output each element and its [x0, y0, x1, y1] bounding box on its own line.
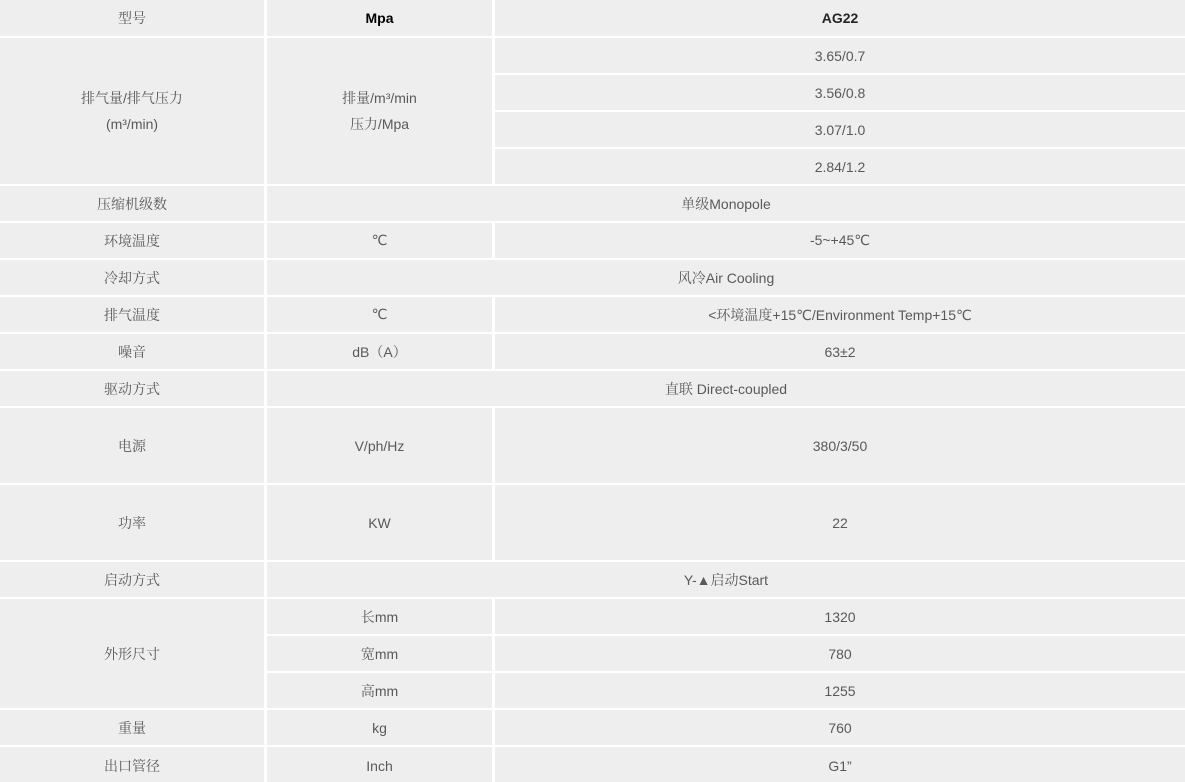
ambient-temp-value: -5~+45℃ [495, 223, 1185, 260]
discharge-label [0, 38, 267, 186]
discharge-row-1 [0, 38, 1185, 75]
power-supply-unit: V/ph/Hz [267, 408, 495, 485]
start-mode-value: Y-▲启动Start [267, 562, 1185, 599]
noise-row [0, 334, 1185, 371]
noise-unit: dB（A） [267, 334, 495, 371]
dimension-length-value: 1320 [495, 599, 1185, 636]
stages-label: 压缩机级数 [0, 186, 267, 223]
noise-value: 63±2 [495, 334, 1185, 371]
dimension-length-row [0, 599, 1185, 636]
cooling-value: 风冷Air Cooling [267, 260, 1185, 297]
header-row [0, 0, 1185, 38]
discharge-temp-row [0, 297, 1185, 334]
power-label: 功率 [0, 485, 267, 562]
start-mode-label: 启动方式 [0, 562, 267, 599]
power-supply-value: 380/3/50 [495, 408, 1185, 485]
cooling-row [0, 260, 1185, 297]
dimensions-label: 外形尺寸 [0, 599, 267, 710]
weight-unit: kg [267, 710, 495, 747]
discharge-unit [267, 38, 495, 186]
discharge-temp-label: 排气温度 [0, 297, 267, 334]
noise-label: 噪音 [0, 334, 267, 371]
header-model-value: AG22 [495, 0, 1185, 38]
weight-row [0, 710, 1185, 747]
outlet-row [0, 747, 1185, 782]
power-supply-row [0, 408, 1185, 485]
discharge-label-line2: (m³/min) [105, 116, 159, 132]
stages-value: 单级Monopole [267, 186, 1185, 223]
drive-row [0, 371, 1185, 408]
discharge-value-4: 2.84/1.2 [495, 149, 1185, 186]
drive-value: 直联 Direct-coupled [267, 371, 1185, 408]
outlet-unit: Inch [267, 747, 495, 782]
weight-value: 760 [495, 710, 1185, 747]
ambient-temp-unit: ℃ [267, 223, 495, 260]
discharge-label-line1: 排气量/排气压力 [81, 90, 183, 106]
outlet-value: G1” [495, 747, 1185, 782]
discharge-temp-unit: ℃ [267, 297, 495, 334]
cooling-label: 冷却方式 [0, 260, 267, 297]
power-unit: KW [267, 485, 495, 562]
discharge-temp-value: <环境温度+15℃/Environment Temp+15℃ [495, 297, 1185, 334]
start-mode-row [0, 562, 1185, 599]
dimension-length-unit: 长mm [267, 599, 495, 636]
dimension-height-unit: 高mm [267, 673, 495, 710]
dimension-width-value: 780 [495, 636, 1185, 673]
weight-label: 重量 [0, 710, 267, 747]
stages-row [0, 186, 1185, 223]
power-value: 22 [495, 485, 1185, 562]
header-model-label: 型号 [0, 0, 267, 38]
ambient-temp-label: 环境温度 [0, 223, 267, 260]
dimension-width-unit: 宽mm [267, 636, 495, 673]
discharge-unit-line1: 排量/m³/min [342, 90, 417, 106]
discharge-value-1: 3.65/0.7 [495, 38, 1185, 75]
drive-label: 驱动方式 [0, 371, 267, 408]
outlet-label: 出口管径 [0, 747, 267, 782]
ambient-temp-row [0, 223, 1185, 260]
dimension-height-value: 1255 [495, 673, 1185, 710]
discharge-value-2: 3.56/0.8 [495, 75, 1185, 112]
header-unit-label: Mpa [267, 0, 495, 38]
power-supply-label: 电源 [0, 408, 267, 485]
discharge-unit-line2: 压力/Mpa [349, 116, 410, 132]
power-row [0, 485, 1185, 562]
discharge-value-3: 3.07/1.0 [495, 112, 1185, 149]
